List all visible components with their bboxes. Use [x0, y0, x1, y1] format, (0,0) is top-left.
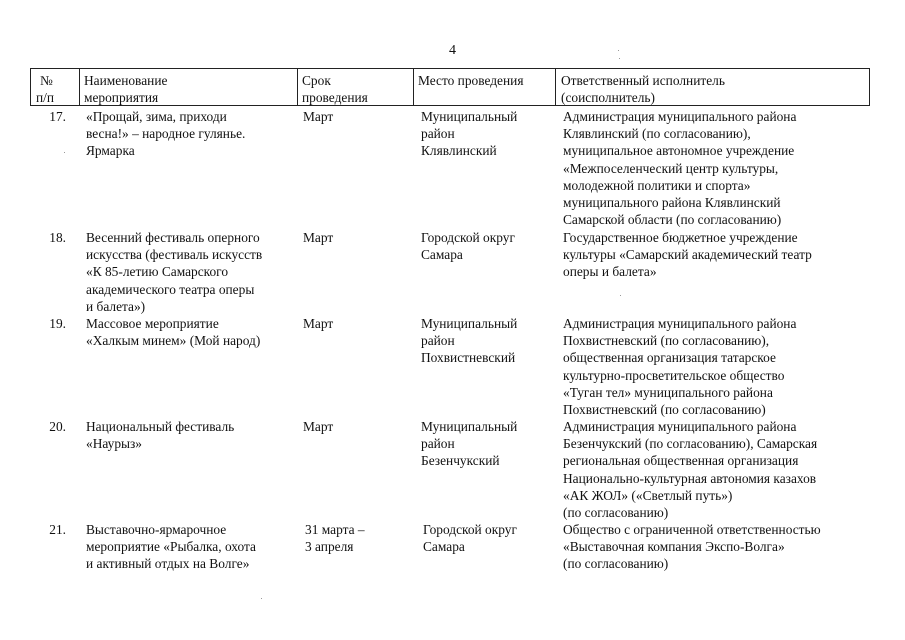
row-date: Март [303, 419, 334, 434]
header-right-border [869, 68, 870, 106]
row-num: 19. [49, 316, 66, 331]
scan-speck [261, 598, 262, 599]
header-date: Срок проведения [302, 73, 368, 106]
row-place: Муниципальный район Безенчукский [421, 419, 518, 469]
row-date: Март [303, 316, 334, 331]
row-place: Муниципальный район Клявлинский [421, 109, 518, 159]
row-date: Март [303, 230, 334, 245]
row-date: Март [303, 109, 334, 124]
header-col-sep-3 [413, 68, 414, 106]
row-responsible: Государственное бюджетное учреждение культуры «Самарский академический театр оперы и балета» [563, 230, 812, 280]
scan-speck [620, 295, 621, 296]
scan-speck [618, 50, 619, 51]
row-responsible: Администрация муниципального района Клявлинский (по согласованию), муниципальное автономное учреждение «Межпоселенческий центр культуры, молодежной политики и спорта» муниципального района Клявлинский Самарской области (по согласованию) [563, 109, 797, 228]
row-responsible: Общество с ограниченной ответственностью «Выставочная компания Экспо-Волга» (по согласованию) [563, 522, 821, 572]
row-responsible: Администрация муниципального района Безенчукский (по согласованию), Самарская региональная общественная организация Национально-культурная автономия казахов «АК ЖОЛ» («Светлый путь») (по согласованию) [563, 419, 818, 521]
row-place: Городской округ Самара [423, 522, 517, 555]
header-left-border [30, 68, 31, 106]
row-name: «Прощай, зима, приходи весна!» – народное гулянье. Ярмарка [86, 109, 246, 159]
header-col-sep-1 [79, 68, 80, 106]
header-top-border [30, 68, 870, 69]
row-num: 18. [49, 230, 66, 245]
row-responsible: Администрация муниципального района Похвистневский (по согласованию), общественная организация татарское культурно-просветительское общество «Туган тел» муниципального района Похвистневский (по согласованию) [563, 316, 797, 418]
header-col-sep-2 [297, 68, 298, 106]
header-place: Место проведения [418, 73, 524, 88]
row-name: Массовое мероприятие «Халкым минем» (Мой народ) [86, 316, 261, 349]
scan-speck [64, 152, 65, 153]
row-num: 17. [49, 109, 66, 124]
header-num: № п/п [36, 73, 55, 106]
page-number: 4 [449, 43, 456, 58]
header-col-sep-4 [555, 68, 556, 106]
row-num: 20. [49, 419, 66, 434]
row-num: 21. [49, 522, 66, 537]
header-responsible: Ответственный исполнитель (соисполнитель) [561, 73, 725, 106]
row-date: 31 марта – 3 апреля [305, 522, 365, 555]
row-name: Выставочно-ярмарочное мероприятие «Рыбалка, охота и активный отдых на Волге» [86, 522, 256, 572]
row-name: Национальный фестиваль «Наурыз» [86, 419, 235, 452]
header-name: Наименование мероприятия [84, 73, 168, 106]
scan-speck [619, 58, 620, 59]
row-place: Городской округ Самара [421, 230, 515, 263]
row-name: Весенний фестиваль оперного искусства (фестиваль искусств «К 85-летию Самарского академического театра оперы и балета») [86, 230, 263, 314]
row-place: Муниципальный район Похвистневский [421, 316, 518, 366]
